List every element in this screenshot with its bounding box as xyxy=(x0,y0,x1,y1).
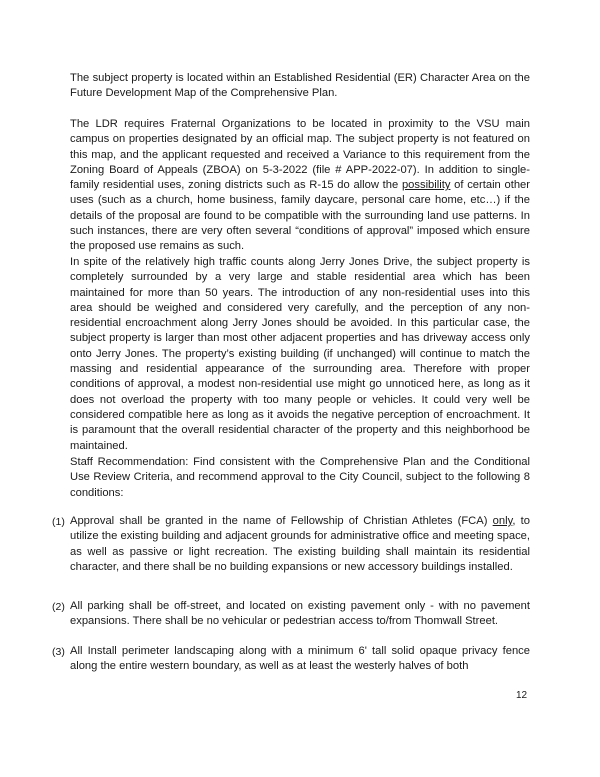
condition-1-text-b: , to utilize the existing building and adjacent grounds for administrative office and meeting space, as well as passive or light recreation. The existing building shall maintain its residential character, and there shall be no building expansions or new accessory buildings installed. xyxy=(70,515,530,573)
condition-1-text xyxy=(70,514,530,575)
condition-2-text: All parking shall be off-street, and located on existing pavement only - with no pavement expansions. There shall be no vehicular or pedestrian access to/from Thomwall Street. xyxy=(70,600,530,628)
paragraph-character-area: The subject property is located within an Established Residential (ER) Character Area on the Future Development Map of the Comprehensive Plan. xyxy=(70,72,530,100)
condition-1-text-a: Approval shall be granted in the name of Fellowship of Christian Athletes (FCA) xyxy=(70,515,493,527)
page-number: 12 xyxy=(516,690,528,701)
paragraph-ldr-variance xyxy=(70,117,530,255)
paragraph-ldr-text-b: of certain other uses (such as a church, home business, family daycare, personal care home, etc…) if the details of the proposal are found to be compatible with the surrounding land use patterns. In such instances, there are very often several “conditions of approval” imposed which ensure the proposed use remains as such. xyxy=(70,179,531,253)
condition-number-1: (1) xyxy=(52,516,65,528)
underlined-possibility: possibility xyxy=(401,179,451,192)
condition-number-3: (3) xyxy=(52,646,65,658)
condition-number-2: (2) xyxy=(52,601,65,613)
condition-3-text: All Install perimeter landscaping along with a minimum 6' tall solid opaque privacy fence along the entire western boundary, as well as at least the westerly halves of both xyxy=(70,645,530,673)
underlined-only: only xyxy=(492,515,513,527)
paragraph-traffic-residential: In spite of the relatively high traffic counts along Jerry Jones Drive, the subject property is completely surrounded by a very large and stable residential area which has been maintained for more than 50 years. The introduction of any non-residential uses into this area should be weighed and considered very carefully, and the perception of any non-residential encroachment along Jerry Jones should be avoided. In this particular case, the subject property is larger than most other adjacent properties and has driveway access only onto Jerry Jones. The property’s existing building (if unchanged) will continue to match the massing and residential appearance of the surrounding area. Therefore with proper conditions of approval, a modest non-residential use might go unnoticed here, as long as it does not overload the property with too many people or vehicles. It could very well be considered compatible here as long as it avoids the negative perception of encroachment. It is paramount that the overall residential character of the property and this neighborhood be maintained. xyxy=(70,256,530,452)
paragraph-ldr-text-a: The LDR requires Fraternal Organizations to be located in proximity to the VSU main campus on properties designated by an official map. The subject property is not featured on this map, and the applicant requested and received a Variance to this requirement from the Zoning Board of Appeals (ZBOA) on 5-3-2022 (file # APP-2022-07). In addition to single-family residential uses, zoning districts such as R-15 do allow the xyxy=(70,118,530,192)
paragraph-staff-recommendation: Staff Recommendation: Find consistent with the Comprehensive Plan and the Conditional Use Review Criteria, and recommend approval to the City Council, subject to the following 8 conditions: xyxy=(70,456,530,499)
